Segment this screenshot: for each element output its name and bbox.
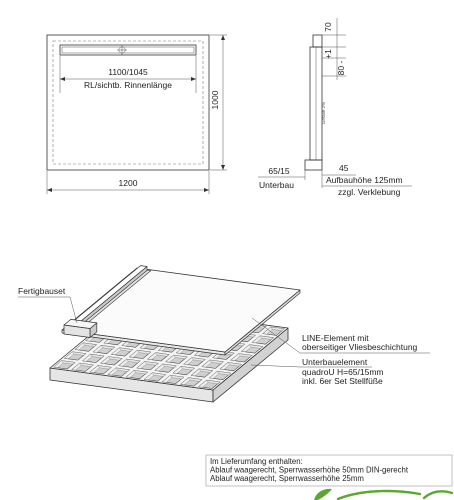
channel-length-label: 1100/1045 (108, 67, 148, 77)
channel-length-caption: RL/sichtb. Rinnenlänge (84, 80, 172, 90)
logo-leaf-icon (314, 489, 332, 500)
channel-profile (313, 35, 322, 47)
delivery-item: Ablauf waagerecht, Sperrwasserhöhe 50mm DIN-gerecht (210, 465, 409, 475)
base-element-label-1: Unterbauelement (302, 357, 368, 367)
logo-swoosh (424, 491, 452, 498)
drain-body-kit (64, 319, 97, 337)
base-caption: Unterbau (259, 180, 294, 190)
top-dimension-label: 70 (323, 22, 333, 32)
section-view (258, 18, 412, 197)
base-element-label-2: quadroU H=65/15mm (302, 367, 384, 377)
width-label: 1200 (118, 178, 138, 188)
delivery-item: Ablauf waagerecht, Sperrwasserhöhe 25mm (210, 474, 364, 483)
scope-of-delivery-box (206, 455, 452, 486)
tray-inner-dashed-edge (53, 41, 203, 164)
plan-view (47, 35, 227, 194)
kit-label: Fertigbauset (18, 286, 66, 296)
adhesive-label: zzgl. Verklebung (338, 187, 401, 197)
brand-logo (314, 489, 452, 500)
substructure-section (305, 160, 322, 170)
leader-line (251, 365, 300, 367)
drain-channel-outline (60, 45, 196, 55)
depth-label: 1000 (210, 90, 220, 110)
build-height-label: Aufbauhöhe 125mm (326, 175, 403, 185)
logo-swoosh (338, 491, 420, 499)
tolerance-value-label: 80 - (336, 60, 346, 76)
drain-outlet-icon (117, 45, 127, 55)
base-element-label-3: inkl. 6er Set Stellfüße (302, 376, 383, 386)
line-element-label-2: oberseitiger Vliesbeschichtung (302, 342, 418, 352)
base-dimension-label: 65/15 (268, 166, 290, 176)
side-dimension-label: 45 (339, 163, 349, 173)
delivery-title: Im Lieferumfang enthalten: (210, 457, 303, 466)
exploded-isometric-view (50, 266, 300, 402)
tolerance-plus-label: +1 (323, 49, 333, 59)
line-element-label-1: LINE-Element mit (302, 333, 369, 343)
slope-label: Gefälle 2% (321, 101, 326, 125)
drain-channel-grate (62, 47, 194, 53)
